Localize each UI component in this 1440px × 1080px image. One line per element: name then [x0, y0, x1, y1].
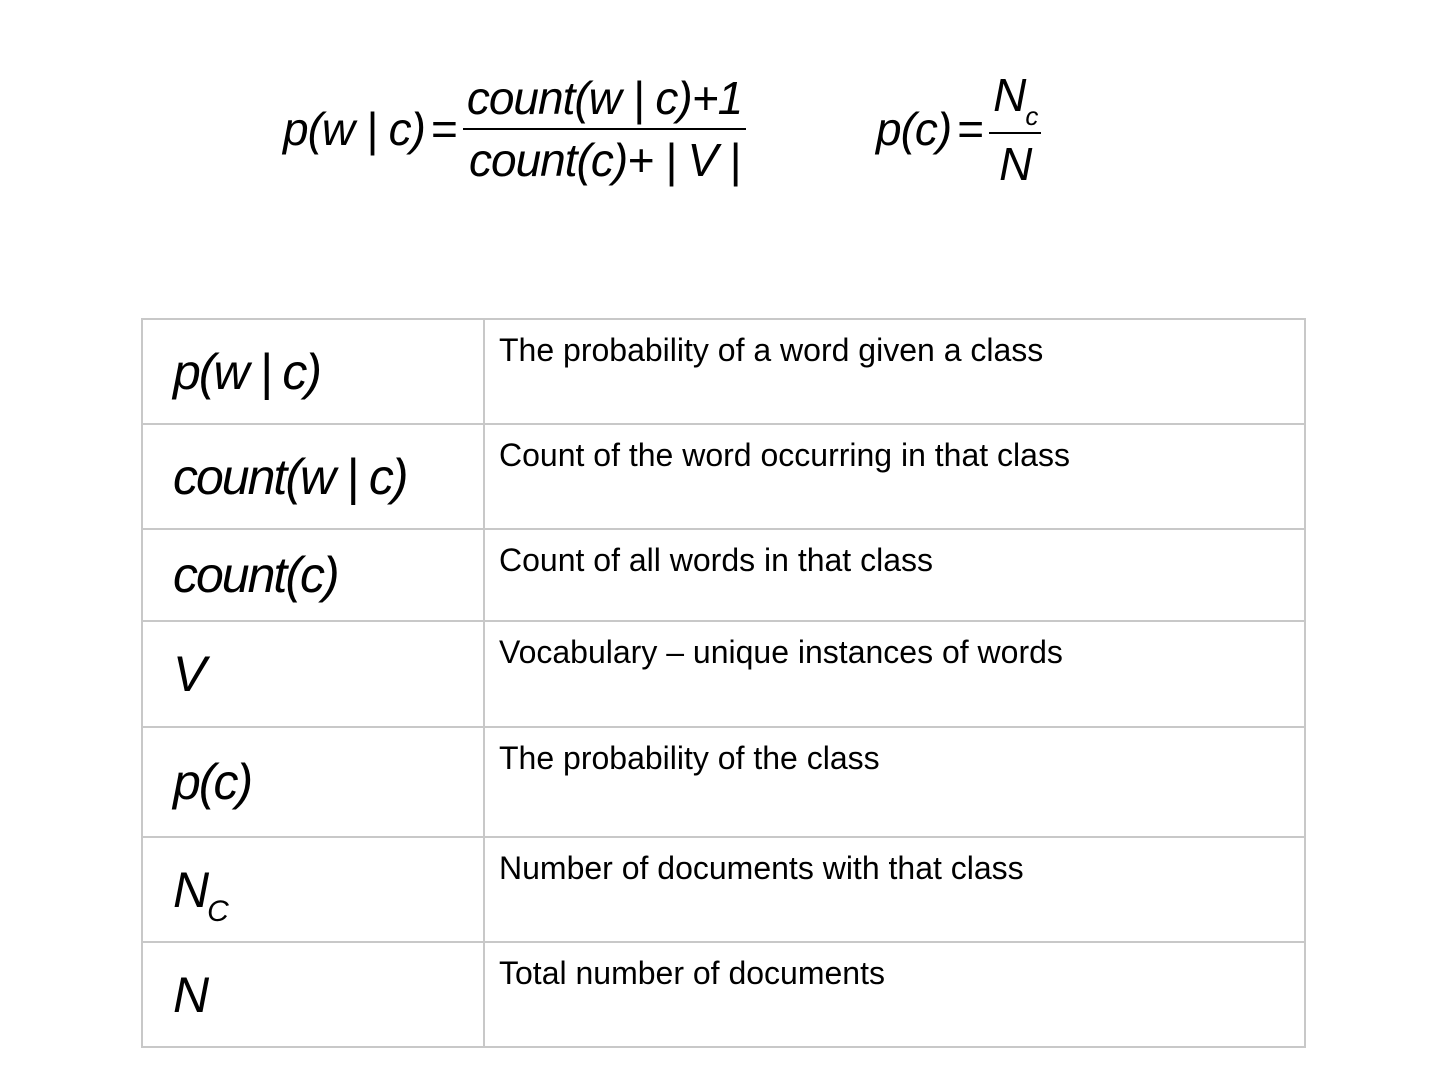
table-row: [142, 837, 1305, 942]
prior-numerator-sub: c: [1025, 100, 1038, 131]
prior-lhs: p(c): [876, 103, 952, 155]
table-row: [142, 529, 1305, 621]
table-row: [142, 621, 1305, 727]
symbol-cell: count(c): [142, 529, 484, 621]
likelihood-denominator: count(c)+ | V |: [469, 134, 740, 186]
description-cell: The probability of a word given a class: [484, 319, 1305, 424]
table-row: [142, 727, 1305, 837]
description-cell: Vocabulary – unique instances of words: [484, 621, 1305, 727]
symbol-sub: C: [207, 894, 227, 928]
equals-sign: =: [430, 103, 457, 155]
symbol-cell: [142, 837, 484, 942]
prior-denominator: N: [999, 137, 1032, 190]
description-cell: Number of documents with that class: [484, 837, 1305, 942]
prior-fraction: [989, 69, 1041, 190]
description-cell: The probability of the class: [484, 727, 1305, 837]
prior-formula: [876, 66, 1041, 192]
symbol-cell: count(w | c): [142, 424, 484, 529]
description-cell: Count of the word occurring in that class: [484, 424, 1305, 529]
likelihood-formula: [283, 66, 746, 192]
prior-numerator: [989, 69, 1041, 134]
likelihood-fraction: [463, 72, 746, 186]
description-cell: Count of all words in that class: [484, 529, 1305, 621]
symbol-cell: p(c): [142, 727, 484, 837]
equals-sign: =: [957, 103, 984, 155]
symbol-cell: V: [142, 621, 484, 727]
table-row: [142, 319, 1305, 424]
description-cell: Total number of documents: [484, 942, 1305, 1047]
prior-numerator-main: N: [993, 68, 1026, 121]
table-row: [142, 424, 1305, 529]
table-row: [142, 942, 1305, 1047]
symbol-main: N: [173, 861, 208, 918]
symbol-cell: p(w | c): [142, 319, 484, 424]
likelihood-lhs: p(w | c): [283, 103, 425, 155]
likelihood-numerator: count(w | c)+1: [463, 72, 746, 130]
symbol-cell: N: [142, 942, 484, 1047]
definitions-table: [141, 318, 1306, 1048]
